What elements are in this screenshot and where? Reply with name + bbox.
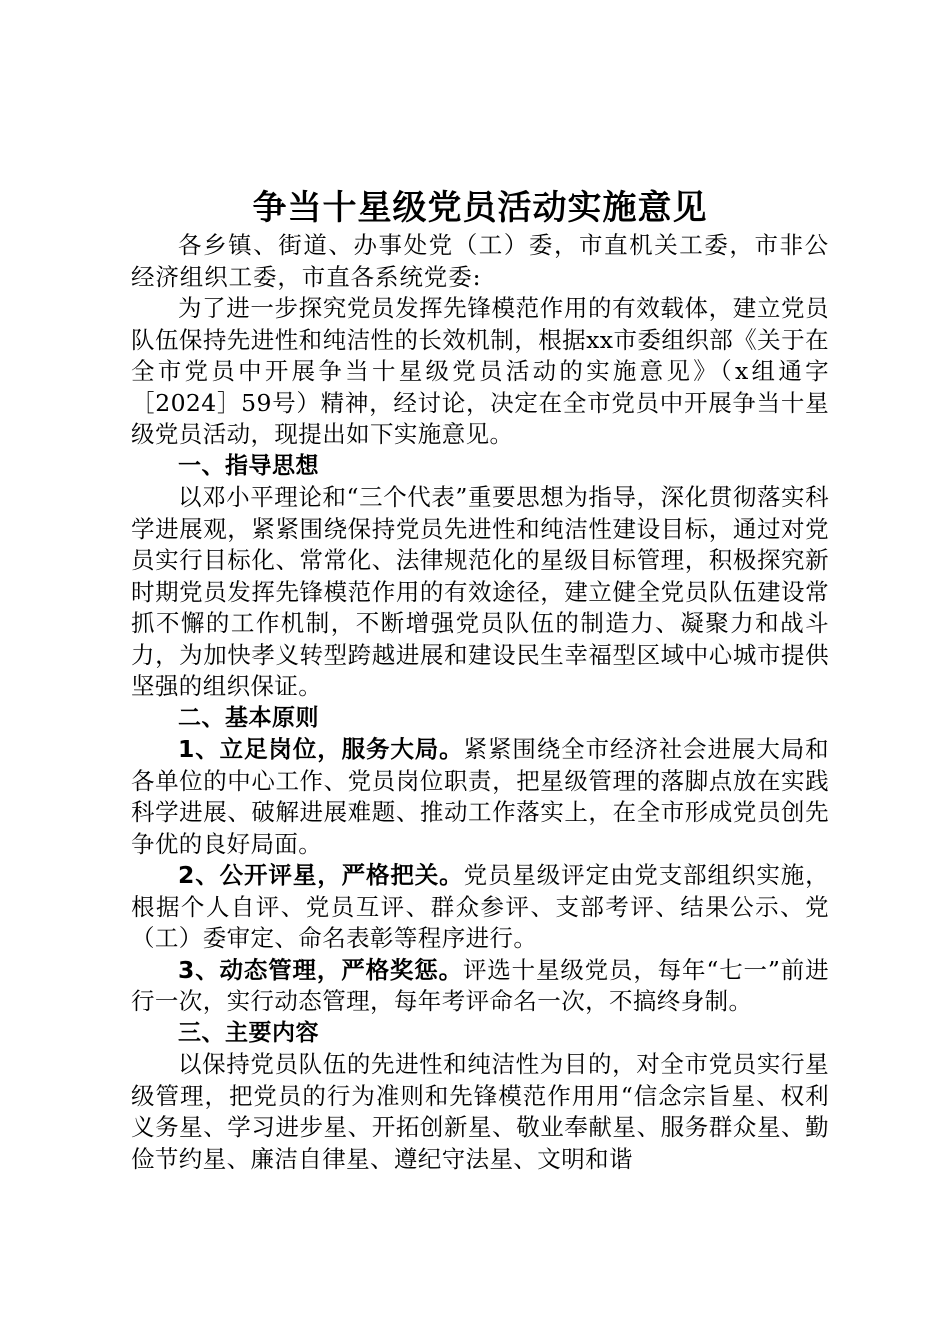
guiding-ideology-paragraph: 以邓小平理论和“三个代表”重要思想为指导，深化贯彻落实科学进展观，紧紧围绕保持党员先进性和纯洁性建设目标，通过对党员实行目标化、常常化、法律规范化的星级目标管理，积极探究新时期党员发挥先锋模范作用的有效途径，建立健全党员队伍建设常抓不懈的工作机制，不断增强党员队伍的制造力、凝聚力和战斗力，为加快孝义转型跨越进展和建设民生幸福型区域中心城市提供坚强的组织保证。 bbox=[131, 483, 829, 700]
addressee-paragraph: 各乡镇、街道、办事处党（工）委，市直机关工委，市非公经济组织工委，市直各系统党委: bbox=[131, 231, 829, 291]
principle-text: 评选十星级党员，每年“七一”前进行一次，实行动态管理，每年考评命名一次，不搞终身制。 bbox=[131, 955, 829, 1015]
section-heading-main-content: 三、主要内容 bbox=[178, 1019, 319, 1046]
principle-text: 紧紧围绕全市经济社会进展大局和各单位的中心工作、党员岗位职责，把星级管理的落脚点放在实践科学进展、破解进展难题、推动工作落实上，在全市形成党员创先争优的良好局面。 bbox=[131, 735, 830, 858]
principle-item bbox=[131, 860, 829, 955]
intro-paragraph: 为了进一步探究党员发挥先锋模范作用的有效载体，建立党员队伍保持先进性和纯洁性的长效机制，根据xx市委组织部《关于在全市党员中开展争当十星级党员活动的实施意见》（x组通字［2024］59号）精神，经讨论，决定在全市党员中开展争当十星级党员活动，现提出如下实施意见。 bbox=[131, 294, 829, 448]
principle-item bbox=[131, 734, 829, 860]
section-heading-guiding-ideology: 一、指导思想 bbox=[178, 452, 319, 479]
document-title: 争当十星级党员活动实施意见 bbox=[252, 188, 708, 228]
principle-lead: 1、立足岗位，服务大局。 bbox=[178, 735, 464, 763]
document-body bbox=[131, 186, 829, 1175]
principle-item bbox=[131, 955, 829, 1018]
principle-lead: 3、动态管理，严格奖惩。 bbox=[178, 955, 463, 984]
main-content-paragraph: 以保持党员队伍的先进性和纯洁性为目的，对全市党员实行星级管理，把党员的行为准则和先锋模范作用用“信念宗旨星、权利义务星、学习进步星、开拓创新星、敬业奉献星、服务群众星、勤俭节约星、廉洁自律星、遵纪守法星、文明和谐 bbox=[131, 1050, 829, 1173]
principle-lead: 2、公开评星，严格把关。 bbox=[178, 861, 464, 889]
principle-text: 党员星级评定由党支部组织实施，根据个人自评、党员互评、群众参评、支部考评、结果公示、党（工）委审定、命名表彰等程序进行。 bbox=[131, 861, 830, 952]
section-heading-basic-principles: 二、基本原则 bbox=[178, 704, 319, 731]
